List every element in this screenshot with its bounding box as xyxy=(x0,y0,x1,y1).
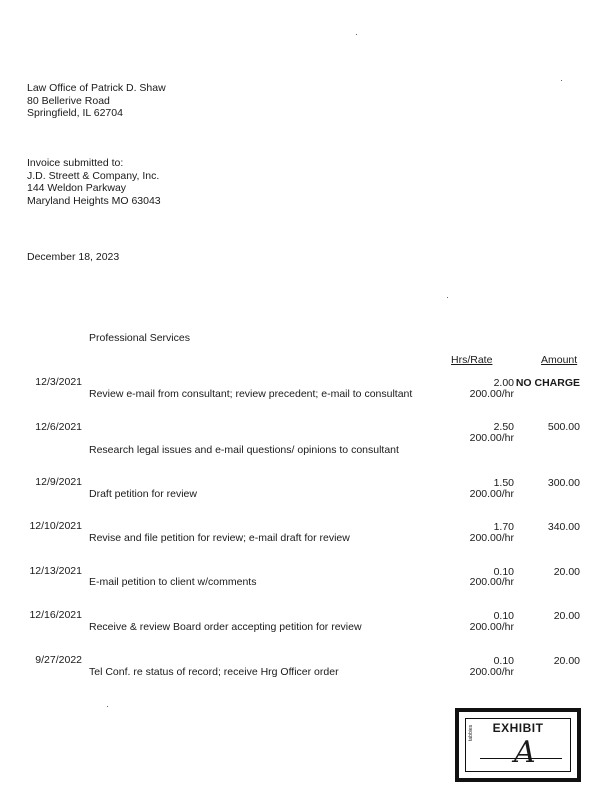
entry-date: 12/16/2021 xyxy=(29,609,82,621)
entry-rate: 200.00/hr xyxy=(469,621,514,633)
exhibit-title: EXHIBIT xyxy=(492,721,544,735)
entry-date: 12/9/2021 xyxy=(35,476,82,488)
entry-description: Research legal issues and e-mail questions/ opinions to consultant xyxy=(89,444,399,456)
entry-rate: 200.00/hr xyxy=(469,488,514,500)
exhibit-side-text: tabbies xyxy=(468,724,474,741)
client-heading: Invoice submitted to: xyxy=(27,157,124,169)
entry-amount: 500.00 xyxy=(547,421,580,433)
scan-speck xyxy=(447,297,448,298)
entry-rate: 200.00/hr xyxy=(469,532,514,544)
entry-amount: 20.00 xyxy=(553,655,580,667)
entry-description: Receive & review Board order accepting petition for review xyxy=(89,621,362,633)
entry-hours: 0.10 xyxy=(493,610,514,622)
entry-hours: 1.50 xyxy=(493,477,514,489)
entry-hours: 1.70 xyxy=(493,521,514,533)
entry-hours: 2.00 xyxy=(493,377,514,389)
scan-speck xyxy=(561,80,562,81)
exhibit-mark: A xyxy=(514,735,536,770)
entry-amount: 340.00 xyxy=(547,521,580,533)
entry-hours: 2.50 xyxy=(493,421,514,433)
client-city: Maryland Heights MO 63043 xyxy=(27,194,161,207)
entry-description: Revise and file petition for review; e-mail draft for review xyxy=(89,532,350,544)
time-entry xyxy=(0,376,615,416)
scan-speck xyxy=(356,34,357,35)
entry-amount: 20.00 xyxy=(553,610,580,622)
entry-amount: 300.00 xyxy=(547,477,580,489)
entry-description: Draft petition for review xyxy=(89,488,197,500)
exhibit-stamp-frame xyxy=(465,718,571,772)
entry-rate: 200.00/hr xyxy=(469,666,514,678)
entry-hours: 0.10 xyxy=(493,655,514,667)
entry-date: 9/27/2022 xyxy=(35,654,82,666)
entry-date: 12/13/2021 xyxy=(29,565,82,577)
client-street: 144 Weldon Parkway xyxy=(27,182,127,194)
firm-street: 80 Bellerive Road xyxy=(27,94,110,107)
client-address-block xyxy=(27,157,161,207)
exhibit-stamp xyxy=(455,708,581,782)
entry-rate: 200.00/hr xyxy=(469,432,514,444)
time-entry xyxy=(0,520,615,560)
column-header-hrs-rate: Hrs/Rate xyxy=(451,354,493,366)
section-title: Professional Services xyxy=(89,332,190,344)
client-name: J.D. Streett & Company, Inc. xyxy=(27,169,160,182)
entry-description: Tel Conf. re status of record; receive Hrg Officer order xyxy=(89,666,339,678)
entry-rate: 200.00/hr xyxy=(469,576,514,588)
column-header-amount: Amount xyxy=(541,354,578,366)
time-entry xyxy=(0,609,615,649)
invoice-date: December 18, 2023 xyxy=(27,251,120,263)
scan-speck xyxy=(107,706,108,707)
entry-hours: 0.10 xyxy=(493,566,514,578)
entry-date: 12/3/2021 xyxy=(35,376,82,388)
exhibit-signature-line xyxy=(480,758,562,759)
time-entry xyxy=(0,654,615,694)
firm-address-block xyxy=(27,82,166,120)
firm-city: Springfield, IL 62704 xyxy=(27,107,123,119)
entry-date: 12/6/2021 xyxy=(35,421,82,433)
time-entry xyxy=(0,476,615,516)
entry-amount: NO CHARGE xyxy=(515,377,580,389)
entry-description: E-mail petition to client w/comments xyxy=(89,576,257,588)
entry-amount: 20.00 xyxy=(553,566,580,578)
time-entry xyxy=(0,565,615,605)
entry-rate: 200.00/hr xyxy=(469,388,514,400)
firm-name: Law Office of Patrick D. Shaw xyxy=(27,82,166,94)
time-entry xyxy=(0,421,615,461)
entry-date: 12/10/2021 xyxy=(29,520,82,532)
entry-description: Review e-mail from consultant; review precedent; e-mail to consultant xyxy=(89,388,413,400)
